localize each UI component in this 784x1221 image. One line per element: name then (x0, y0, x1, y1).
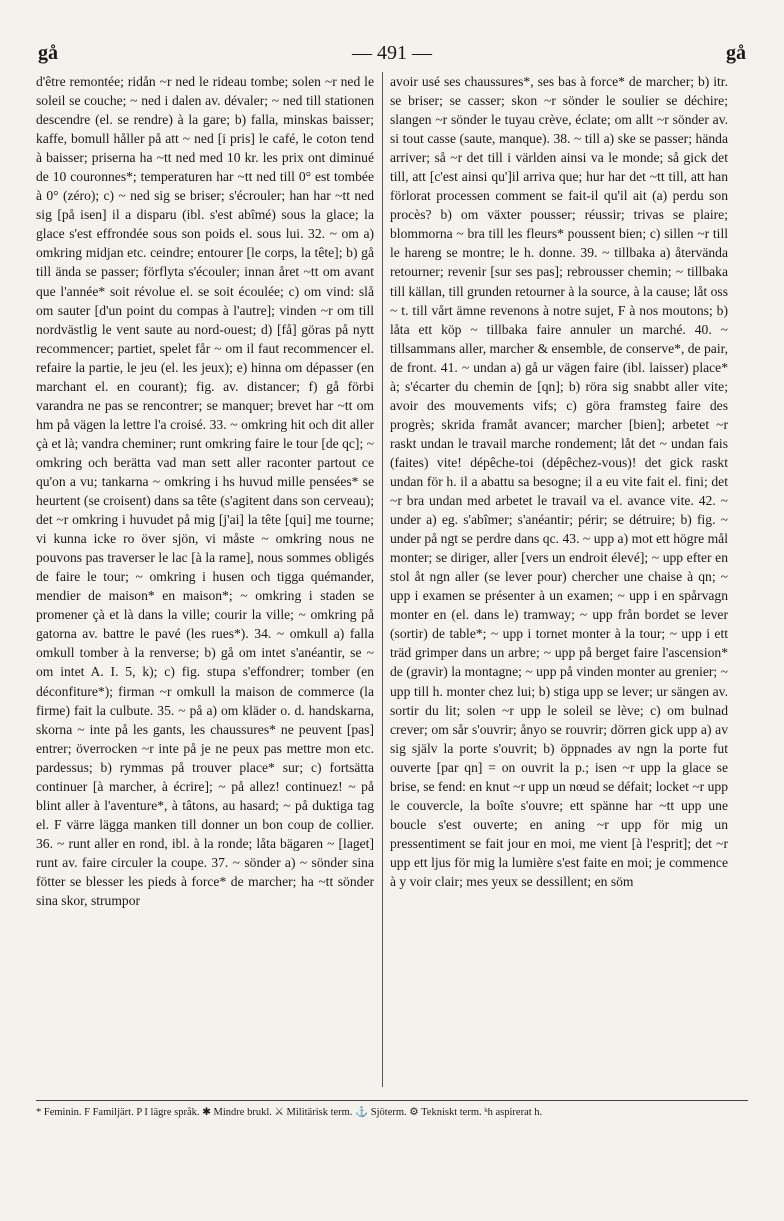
page-header (38, 42, 746, 70)
left-column (36, 72, 374, 1087)
page-number: — 491 — (352, 42, 432, 64)
right-column-text: avoir usé ses chaussures*, ses bas à force* de marcher; b) itr. se briser; se casser; skon ~r sönder le soulier se déchire; slangen ~r sönder le tuyau crève, éclate; om allt ~r sönder av. si tout casse (saute, manque). 38. ~ till a) ske se passer; hända arriver; så ~r det till i världen ainsi va le monde; så gick det till, att [c'est ainsi qu']il arriva que; hur har det ~tt till, att han förlorat processen comment se fait-il qu'il ait (a) perdu son procès? b) om växter pousser; réussir; trivas se plaire; blommorna ~ bra till les fleurs* poussent bien; c) sillen ~r till le hareng se montre; le h. donne. 39. ~ tillbaka a) återvända retourner; revenir [sur ses pas]; rebrousser chemin; ~ tillbaka till källan, till grunden retourner à la source, à la cause; låt oss ~ t. till vårt ämne revenons à notre sujet, F à nos moutons; b) låta ett köp ~ tillbaka faire annuler un marché. 40. ~ tillsammans aller, marcher & ensemble, de conserve*, de pair, de front. 41. ~ undan a) gå ur vägen faire (ibl. laisser) place* à; s'écarter du chemin de [qn]; b) röra sig snabbt aller vite; avoir des mouvements vifs; c) göra framsteg faire des progrès; skrida framåt avancer; marcher [bien]; arbetet ~r raskt undan le travail marche rondement; låt det ~ undan fais (faites) vite! dépêche-toi (dépêchez-vous)! det gick raskt undan för h. il a abattu sa besogne; il a eu vite fait el. fini; det ~r bra undan med arbetet le travail va el. avance vite. 42. ~ under a) eg. s'abîmer; s'anéantir; périr; se détruire; b) fig. ~ under på ngt se perdre dans qc. 43. ~ upp a) mot ett högre mål monter; se diriger, aller [vers un endroit élevé]; ~ upp efter en stol åt ngn aller (se lever pour) chercher une chaise à qn; ~ upp i examen se présenter à un examen; ~ upp i en spårvagn monter en (el. dans le) tramway; ~ upp från bordet se lever (sortir) de table*; ~ upp i tornet monter à la tour; ~ upp i ett träd grimper dans un arbre; ~ upp på berget faire l'ascension* de (gravir) la montagne; ~ upp på vinden monter au grenier; ~ upp till h. monter chez lui; b) stiga upp se lever; ur sängen av. sortir du lit; solen ~r upp le soleil se lève; c) om bulnad crever; om sår s'ouvrir; ånyo se rouvrir; dörren gick upp a) av sig själv la porte s'ouvrit; b) öppnades av ngn la porte fut ouverte [par qn] = on ouvrit la p.; isen ~r upp la glace se brise, se fend: en knut ~r upp un nœud se défait; locket ~r upp le couvercle, la boîte s'ouvre; ett spänne har ~tt upp une boucle s'est ouverte; en aning ~r upp för mig un pressentiment se fait jour en moi, me vient [à l'esprit]; det ~r upp ett ljus för mig la lumière s'est faite en moi; je commence à y voir clair; mes yeux se dessillent; en söm (390, 74, 728, 889)
header-right-guideword: gå (726, 42, 746, 64)
header-left-guideword: gå (38, 42, 58, 64)
abbreviation-footnote: * Feminin. F Familjärt. P I lägre språk. ✱ Mindre brukl. ⚔ Militärisk term. ⚓ Sjöterm. ⚙ Tekniskt term. ʰh aspirerat h. (36, 1107, 543, 1118)
footnote-rule (36, 1100, 748, 1101)
right-column (390, 72, 728, 1087)
column-divider (382, 72, 383, 1087)
left-column-text: d'être remontée; ridån ~r ned le rideau tombe; solen ~r ned le soleil se couche; ~ ned i dalen av. dévaler; ~ ned till stationen descendre (el. se rendre) à la gare; b) falla, minskas baisser; kaffe, bomull håller på att ~ ned [i pris] le café, le coton tend à baisser; priserna ha ~tt ned med 10 kr. les prix ont diminué de 10 couronnes*; temperaturen har ~tt ned till 0° est tombée à 0° (zéro); c) ~ ned sig se briser; s'écrouler; han har ~tt ned sig [på isen] il a disparu (ibl. s'est abîmé) sous la glace; la glace s'est effrondée sous son poids el. sous lui. 32. ~ om a) omkring midjan etc. ceindre; entourer [le corps, la tête]; b) gå till ända se passer; förflyta s'écouler; innan året ~tt om avant que l'année* soit révolue el. se soit écoulée; c) om vind: slå om sauter [d'un point du compas à l'autre]; vinden ~r om till nordvästlig le vent saute au nord-ouest; d) [få] göras på nytt recommencer; partiet, spelet får ~ om il faut recommencer el. refaire la partie, le jeu (el. les jeux); e) hinna om dépasser (en marchant el. en courant); fig. av. distancer; f) gå förbi varandra ne pas se rencontrer; se manquer; brevet har ~tt om hm på vägen la lettre l'a croisé. 33. ~ omkring hit och dit aller çà et là; vandra cheminer; runt omkring faire le tour [de qc]; ~ omkring och berätta vad man sett aller raconter partout ce qu'on a vu; tankarna ~ omkring i hs huvud mille pensées* se heurtent (se croisent) dans sa tête (s'agitent dans son cerveau); det ~r omkring i huvudet på mig [j'ai] la tête [qui] me tourne; vi kunna icke ro över sjön, vi måste ~ omkring nous ne pouvons pas traverser le lac [à la rame], nous sommes obligés de faire le tour; ~ omkring i husen och tigga quémander, mendier de maison* en maison*; ~ omkring i staden se promener çà et là dans la ville; courir la ville; ~ omkring på gatorna av. battre le pavé (les rues*). 34. ~ omkull a) falla omkull tomber à la renverse; b) gå om intet s'anéantir, se ~ om intet A. I. 5, k); c) fig. stupa s'effondrer; tomber (en déconfiture*); firman ~r omkull la maison de commerce (la firme) fait la culbute. 35. ~ på a) om kläder o. d. handskarna, skorna ~ inte på les gants, les chaussures* ne peuvent [pas] entrer; överrocken ~r inte på je ne peux pas mettre mon etc. pardessus; b) rymmas på trouver place* sur; c) fortsätta continuer [à marcher, à écrire]; ~ på allez! continuez! ~ på blint aller à l'aventure*, à tâtons, au hasard; ~ på duktiga tag el. F värre lägga manken till donner un bon coup de collier. 36. ~ runt aller en rond, ibl. à la ronde; låta bägaren ~ [laget] runt av. faire circuler la coupe. 37. ~ sönder a) ~ sönder sina fötter se blesser les pieds à force* de marcher; ha ~tt sönder sina skor, strumpor (36, 74, 374, 909)
